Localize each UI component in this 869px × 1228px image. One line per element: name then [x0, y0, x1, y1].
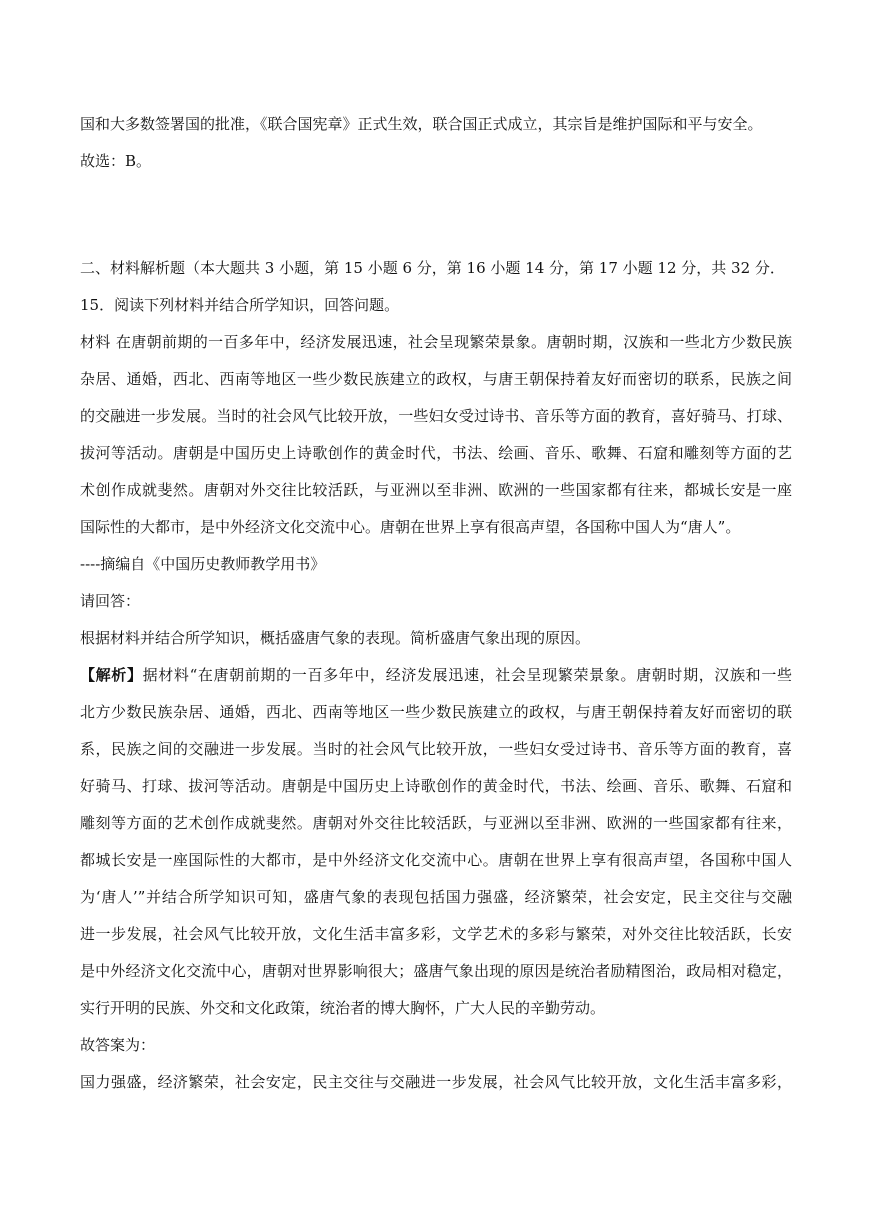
answer-text: 国力强盛，经济繁荣，社会安定，民主交往与交融进一步发展，社会风气比较开放，文化生活丰富多彩，	[80, 1073, 792, 1091]
analysis-line: 都城长安是一座国际性的大都市，是中外经济文化交流中心。唐朝在世界上享有很高声望，各国称中国人	[80, 851, 792, 869]
analysis-line: 是中外经济文化交流中心，唐朝对世界影响很大；盛唐气象出现的原因是统治者励精图治，政局相对稳定，	[80, 962, 792, 980]
material-line: 材料 在唐朝前期的一百多年中，经济发展迅速，社会呈现繁荣景象。唐朝时期，汉族和一些北方少数民族	[80, 333, 792, 351]
previous-answer-text: 国和大多数签署国的批准，《联合国宪章》正式生效，联合国正式成立，其宗旨是维护国际和平与安全。	[80, 115, 763, 133]
analysis-text: 据材料“在唐朝前期的一百多年中，经济发展迅速，社会呈现繁荣景象。唐朝时期，汉族和一些	[142, 666, 792, 684]
analysis-line: 为‘唐人’”并结合所学知识可知，盛唐气象的表现包括国力强盛，经济繁荣，社会安定，民主交往与交融	[80, 888, 792, 906]
analysis-line: 进一步发展，社会风气比较开放，文化生活丰富多彩，文学艺术的多彩与繁荣，对外交往比较活跃，长安	[80, 925, 792, 943]
previous-answer-choice: 故选：B。	[80, 152, 152, 170]
section-heading: 二、材料解析题（本大题共 3 小题，第 15 小题 6 分，第 16 小题 14 分，第 17 小题 12 分，共 32 分．	[80, 259, 785, 277]
material-line: 国际性的大都市，是中外经济文化交流中心。唐朝在世界上享有很高声望，各国称中国人为“唐人”。	[80, 518, 741, 536]
analysis-line: 雕刻等方面的艺术创作成就斐然。唐朝对外交往比较活跃，与亚洲以至非洲、欧洲的一些国家都有往来，	[80, 814, 792, 832]
question-title: 15．阅读下列材料并结合所学知识，回答问题。	[80, 296, 400, 314]
analysis-line: 北方少数民族杂居、通婚，西北、西南等地区一些少数民族建立的政权，与唐王朝保持着友好而密切的联	[80, 703, 792, 721]
material-line: 拔河等活动。唐朝是中国历史上诗歌创作的黄金时代，书法、绘画、音乐、歌舞、石窟和雕刻等方面的艺	[80, 444, 792, 462]
analysis-first-line	[80, 665, 792, 685]
material-source: ----摘编自《中国历史教师教学用书》	[80, 555, 326, 573]
answer-label: 故答案为：	[80, 1036, 156, 1054]
material-line: 的交融进一步发展。当时的社会风气比较开放，一些妇女受过诗书、音乐等方面的教育，喜好骑马、打球、	[80, 407, 792, 425]
analysis-line: 好骑马、打球、拔河等活动。唐朝是中国历史上诗歌创作的黄金时代，书法、绘画、音乐、歌舞、石窟和	[80, 777, 792, 795]
material-line: 杂居、通婚，西北、西南等地区一些少数民族建立的政权，与唐王朝保持着友好而密切的联系，民族之间	[80, 370, 792, 388]
question-prompt: 请回答：	[80, 592, 141, 610]
analysis-line: 实行开明的民族、外交和文化政策，统治者的博大胸怀，广大人民的辛勤劳动。	[80, 999, 606, 1017]
analysis-tag: 【解析】	[80, 666, 143, 684]
analysis-line: 系，民族之间的交融进一步发展。当时的社会风气比较开放，一些妇女受过诗书、音乐等方面的教育，喜	[80, 740, 792, 758]
question-ask: 根据材料并结合所学知识，概括盛唐气象的表现。简析盛唐气象出现的原因。	[80, 629, 591, 647]
material-line: 术创作成就斐然。唐朝对外交往比较活跃，与亚洲以至非洲、欧洲的一些国家都有往来，都城长安是一座	[80, 481, 792, 499]
